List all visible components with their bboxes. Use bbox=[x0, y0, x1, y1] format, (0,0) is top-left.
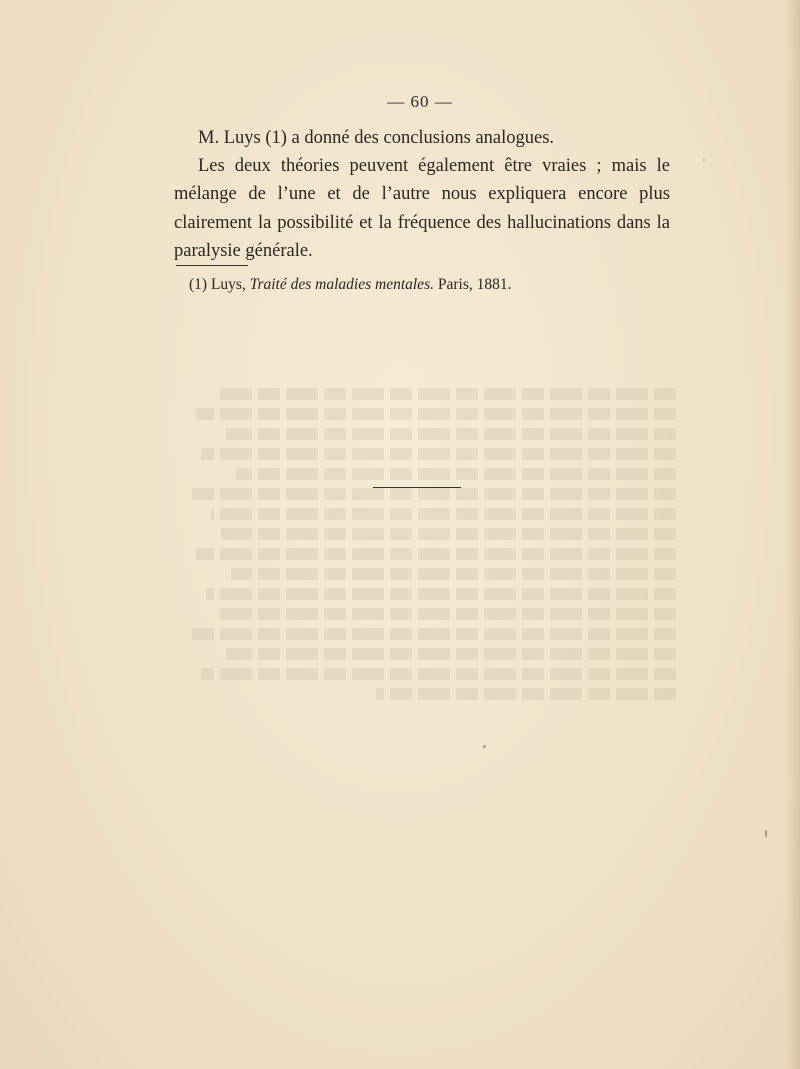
chapter-end-rule bbox=[373, 487, 461, 488]
body-text bbox=[174, 124, 670, 265]
footnote-publication: Paris, 1881. bbox=[437, 276, 512, 293]
footnote bbox=[189, 276, 669, 294]
page-number: — 60 — bbox=[387, 92, 453, 111]
page-edge-shadow bbox=[786, 0, 800, 1069]
footnote-marker: (1) Luys, bbox=[189, 276, 246, 293]
show-through-text bbox=[176, 380, 676, 900]
paper-speck bbox=[765, 830, 767, 837]
paper-speck bbox=[483, 745, 486, 748]
footnote-separator bbox=[176, 265, 248, 266]
paragraph: Les deux théories peuvent également être vraies ; mais le mélange de l’une et de l’autre nous expliquera encore plus clairement la possibilité et la fréquence des hallucinations dans la paralysie générale. bbox=[174, 156, 670, 261]
paragraph: M. Luys (1) a donné des conclusions analogues. bbox=[198, 128, 555, 148]
paper-speck bbox=[703, 159, 705, 161]
footnote-book-title: Traité des maladies mentales. bbox=[249, 276, 434, 293]
